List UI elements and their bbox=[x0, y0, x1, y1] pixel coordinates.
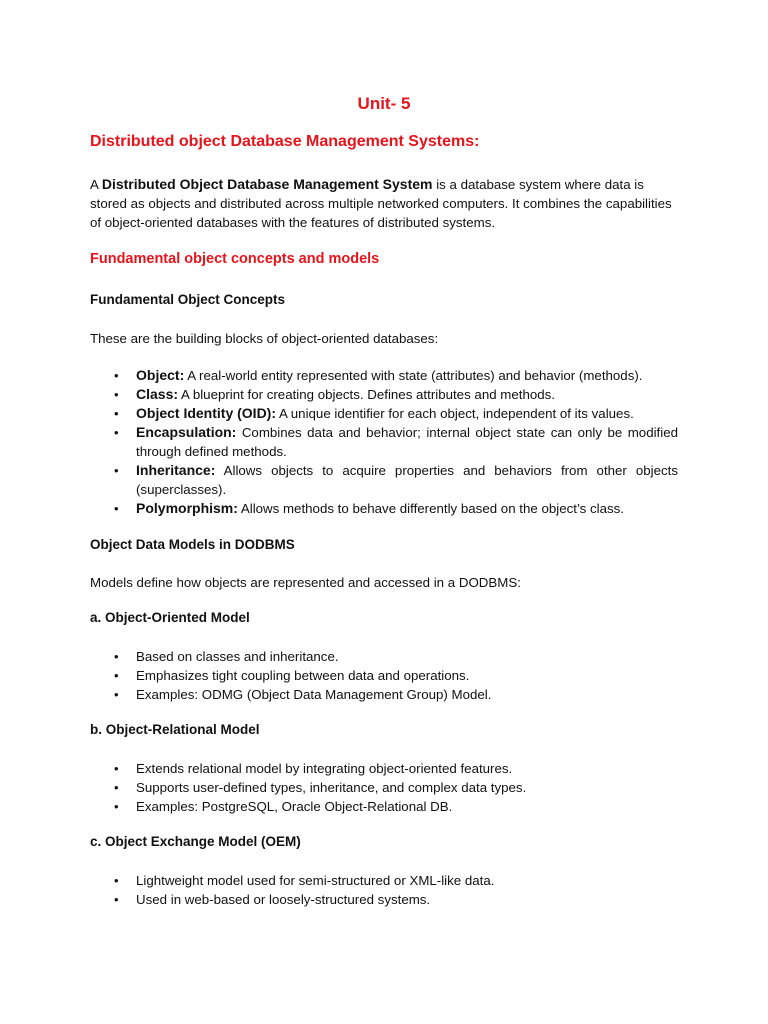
models-heading: Object Data Models in DODBMS bbox=[90, 537, 295, 552]
list-item-text: Extends relational model by integrating object-oriented features. bbox=[136, 761, 513, 776]
intro-prefix: A bbox=[90, 177, 102, 192]
list-item bbox=[90, 385, 678, 404]
bullet-icon: • bbox=[114, 387, 119, 402]
concept-text: A real-world entity represented with state (attributes) and behavior (methods). bbox=[184, 368, 643, 383]
list-item-text: Lightweight model used for semi-structured or XML-like data. bbox=[136, 873, 495, 888]
concept-text: Combines data and behavior; internal object state can only be modified through defined methods. bbox=[136, 425, 678, 459]
list-item bbox=[90, 404, 678, 423]
concept-text: Allows objects to acquire properties and behaviors from other objects (superclasses). bbox=[136, 463, 678, 497]
list-item bbox=[90, 461, 678, 499]
bullet-icon: • bbox=[114, 368, 119, 383]
list-item-text: Examples: ODMG (Object Data Management Group) Model. bbox=[136, 687, 492, 702]
bullet-icon: • bbox=[114, 780, 119, 795]
concepts-intro: These are the building blocks of object-oriented databases: bbox=[90, 331, 439, 346]
concept-text: Allows methods to behave differently based on the object’s class. bbox=[237, 501, 624, 516]
bullet-icon: • bbox=[114, 668, 119, 683]
list-item bbox=[90, 759, 678, 778]
bullet-icon: • bbox=[114, 873, 119, 888]
list-item bbox=[90, 778, 678, 797]
list-item bbox=[90, 797, 678, 816]
section-heading: Fundamental object concepts and models bbox=[90, 251, 380, 267]
list-item bbox=[90, 890, 678, 909]
list-item-text: Supports user-defined types, inheritance, and complex data types. bbox=[136, 780, 527, 795]
bullet-icon: • bbox=[114, 687, 119, 702]
intro-rest: is a database system where data is stored as objects and distributed across multiple networked computers. It combines the capabilities of object-oriented databases with the features of distributed systems. bbox=[90, 177, 672, 230]
list-item-text: Examples: PostgreSQL, Oracle Object-Relational DB. bbox=[136, 799, 453, 814]
oo-model-list bbox=[90, 647, 678, 704]
list-item bbox=[90, 423, 678, 461]
bullet-icon: • bbox=[114, 501, 119, 516]
concept-term: Encapsulation: bbox=[136, 424, 237, 440]
bullet-icon: • bbox=[114, 406, 119, 421]
concepts-heading: Fundamental Object Concepts bbox=[90, 292, 286, 307]
oo-model-heading: a. Object-Oriented Model bbox=[90, 610, 250, 625]
oem-model-heading: c. Object Exchange Model (OEM) bbox=[90, 834, 301, 849]
list-item-text: Emphasizes tight coupling between data and operations. bbox=[136, 668, 470, 683]
models-intro: Models define how objects are represented and accessed in a DODBMS: bbox=[90, 575, 521, 590]
list-item-text: Based on classes and inheritance. bbox=[136, 649, 339, 664]
bullet-icon: • bbox=[114, 761, 119, 776]
main-heading: Distributed object Database Management Systems: bbox=[90, 133, 480, 150]
list-item bbox=[90, 366, 678, 385]
list-item bbox=[90, 871, 678, 890]
concept-text: A unique identifier for each object, independent of its values. bbox=[276, 406, 634, 421]
concept-term: Object Identity (OID): bbox=[136, 405, 276, 421]
oem-model-list bbox=[90, 871, 678, 909]
concept-text: A blueprint for creating objects. Defines attributes and methods. bbox=[178, 387, 555, 402]
or-model-heading: b. Object-Relational Model bbox=[90, 722, 260, 737]
concept-term: Class: bbox=[136, 386, 179, 402]
intro-paragraph bbox=[90, 175, 678, 232]
bullet-icon: • bbox=[114, 649, 119, 664]
list-item bbox=[90, 499, 678, 518]
list-item-text: Used in web-based or loosely-structured systems. bbox=[136, 892, 431, 907]
concept-term: Polymorphism: bbox=[136, 500, 238, 516]
bullet-icon: • bbox=[114, 892, 119, 907]
bullet-icon: • bbox=[114, 425, 119, 440]
concept-term: Object: bbox=[136, 367, 185, 383]
list-item bbox=[90, 685, 678, 704]
list-item bbox=[90, 666, 678, 685]
intro-term: Distributed Object Database Management System bbox=[101, 176, 433, 192]
list-item bbox=[90, 647, 678, 666]
bullet-icon: • bbox=[114, 799, 119, 814]
concepts-list bbox=[90, 366, 678, 518]
or-model-list bbox=[90, 759, 678, 816]
bullet-icon: • bbox=[114, 463, 119, 478]
concept-term: Inheritance: bbox=[136, 462, 216, 478]
unit-title: Unit- 5 bbox=[357, 94, 411, 113]
